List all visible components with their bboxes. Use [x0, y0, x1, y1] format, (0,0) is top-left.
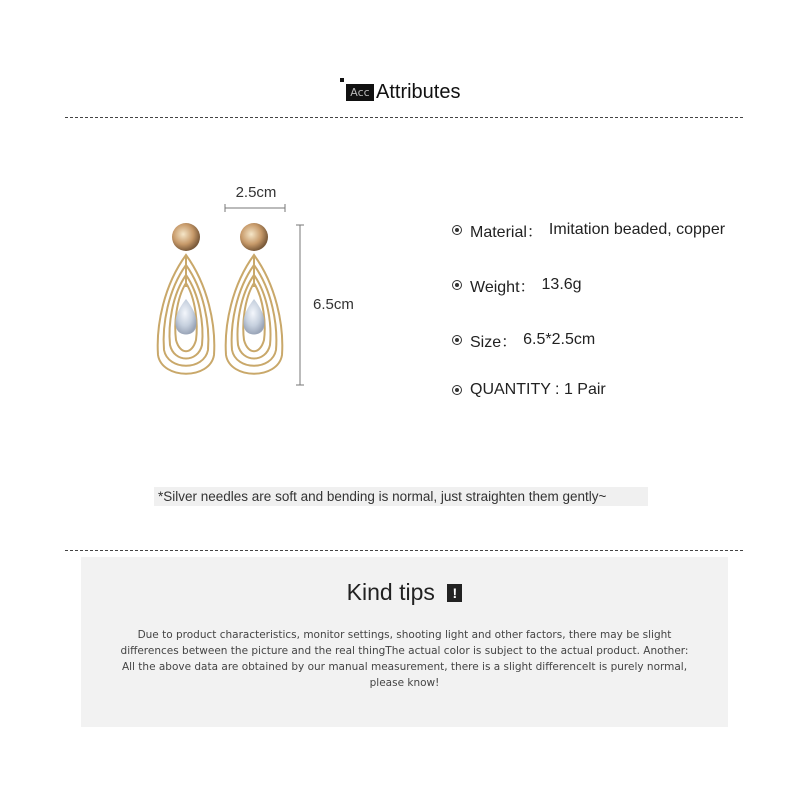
spec-size: [452, 328, 595, 352]
spec-label: Material：: [470, 223, 543, 241]
kind-tips-heading: [81, 579, 728, 606]
spec-label: Weight：: [470, 278, 536, 296]
bullet-icon: [452, 280, 462, 290]
bullet-icon: [452, 385, 462, 395]
acc-label-box: Acc: [346, 84, 374, 101]
spec-label: QUANTITY : 1 Pair: [470, 381, 606, 398]
spec-quantity: [452, 378, 612, 402]
kind-tips-title: Kind tips: [346, 579, 435, 605]
spec-value: Imitation beaded, copper: [548, 221, 726, 238]
exclamation-icon: !: [447, 584, 462, 602]
earring-left: [158, 223, 215, 374]
spec-label: Size：: [470, 333, 518, 351]
height-label: 6.5cm: [313, 296, 354, 313]
silver-needle-note: *Silver needles are soft and bending is normal, just straighten them gently~: [154, 487, 648, 506]
bullet-icon: [452, 335, 462, 345]
earrings-illustration: [150, 175, 370, 395]
header-marker: [340, 78, 344, 82]
divider-top: [65, 117, 743, 118]
earring-right: [226, 223, 283, 374]
width-label: 2.5cm: [235, 184, 277, 201]
kind-tips-body: Due to product characteristics, monitor settings, shooting light and other factors, there may be slight differences between the picture and the real thingThe actual color is subject to the actual product. Another: All the above data are obtained by our manual measurement, there is a slight differenceIt is purely normal, please know!: [120, 629, 689, 689]
spec-value: 13.6g: [541, 276, 582, 293]
spec-material: [452, 218, 725, 242]
section-title: Attributes: [376, 81, 461, 103]
section-header: [0, 78, 800, 108]
bullet-icon: [452, 225, 462, 235]
product-image: [150, 175, 370, 395]
spec-value: 6.5*2.5cm: [523, 331, 596, 348]
kind-tips-panel: [81, 557, 728, 727]
divider-bottom: [65, 550, 743, 551]
spec-weight: [452, 273, 582, 297]
